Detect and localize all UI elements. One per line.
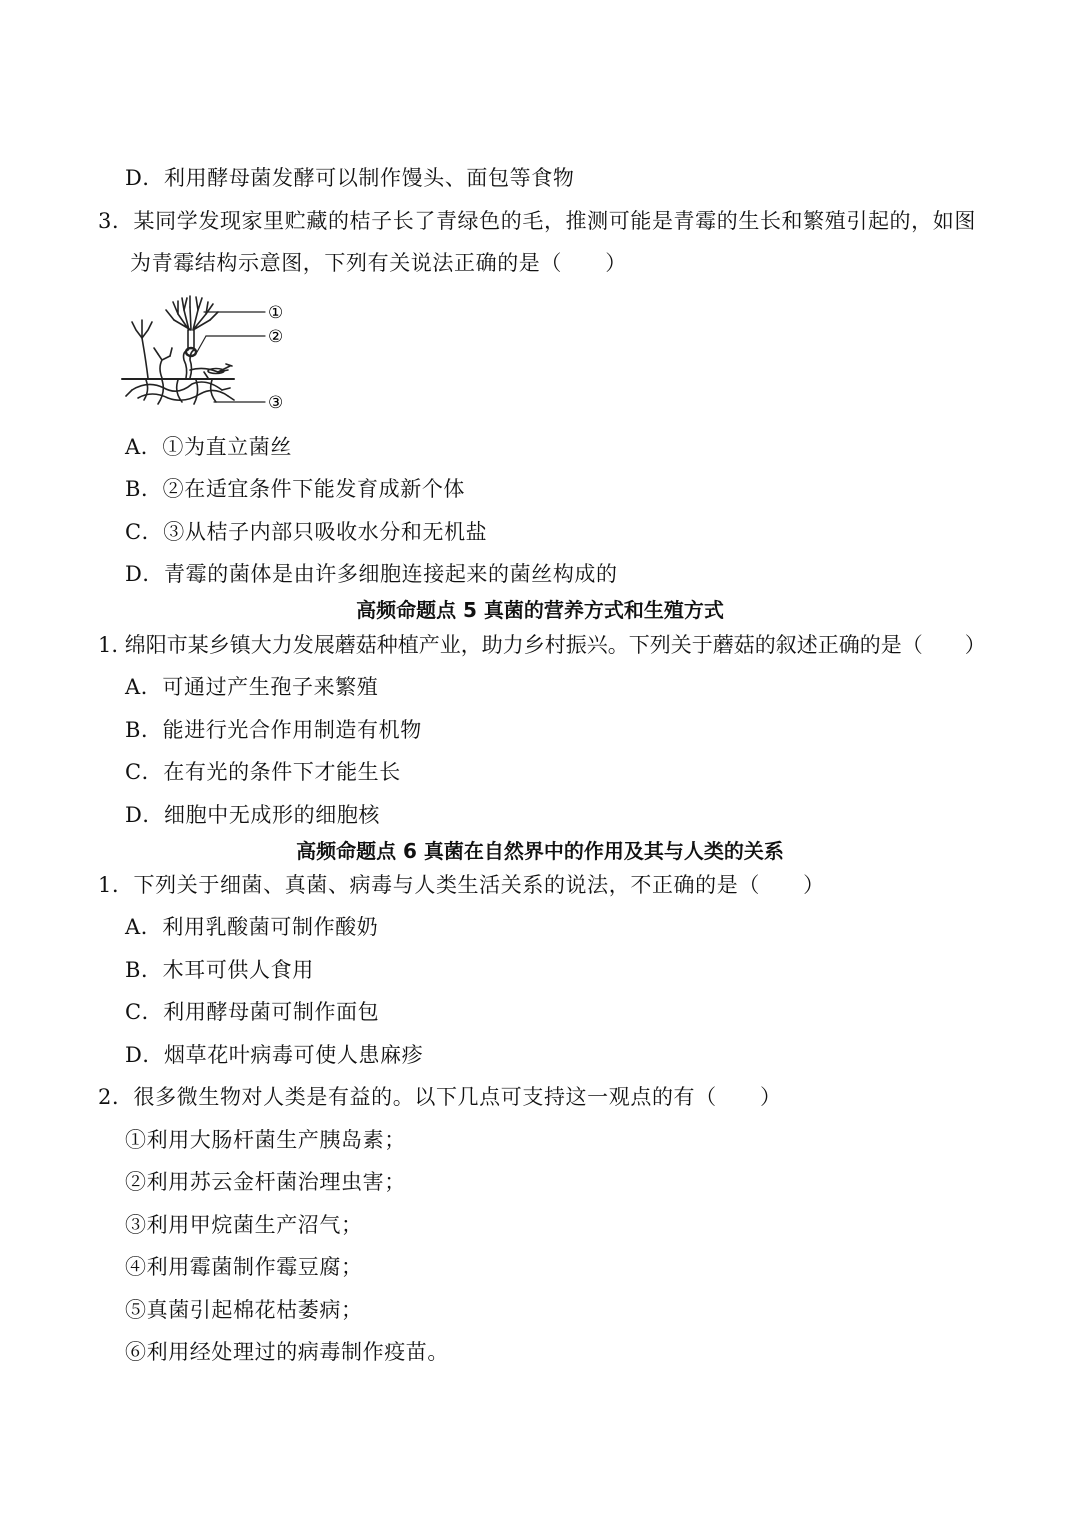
- section6-q1-option-c: C．利用酵母菌可制作面包: [125, 1000, 380, 1024]
- section6-q1-stem: 1．下列关于细菌、真菌、病毒与人类生活关系的说法，不正确的是（ ）: [98, 873, 825, 897]
- q3-option-d: D．青霉的菌体是由许多细胞连接起来的菌丝构成的: [125, 562, 618, 586]
- section6-q2-item-1: ①利用大肠杆菌生产胰岛素；: [125, 1128, 406, 1152]
- section6-q2-item-5: ⑤真菌引起棉花枯萎病；: [125, 1298, 363, 1322]
- section6-q2-item-6: ⑥利用经处理过的病毒制作疫苗。: [125, 1340, 449, 1364]
- q3-option-a: A．①为直立菌丝: [125, 435, 292, 459]
- section6-q2-item-2: ②利用苏云金杆菌治理虫害；: [125, 1170, 406, 1194]
- section5-option-d: D．细胞中无成形的细胞核: [125, 803, 381, 827]
- q3-stem-line1: 3．某同学发现家里贮藏的桔子长了青绿色的毛，推测可能是青霉的生长和繁殖引起的，如图: [98, 209, 976, 233]
- section5-q1-stem: 1. 绵阳市某乡镇大力发展蘑菇种植产业，助力乡村振兴。下列关于蘑菇的叙述正确的是（ ）: [98, 633, 986, 657]
- section6-q1-option-d: D．烟草花叶病毒可使人患麻疹: [125, 1043, 424, 1067]
- q3-option-c: C．③从桔子内部只吸收水分和无机盐: [125, 520, 488, 544]
- figure-label-2: ②: [268, 327, 284, 347]
- section5-option-c: C．在有光的条件下才能生长: [125, 760, 401, 784]
- section5-option-b: B．能进行光合作用制造有机物: [125, 718, 422, 742]
- section6-q1-option-b: B．木耳可供人食用: [125, 958, 314, 982]
- section5-title: 高频命题点 5 真菌的营养方式和生殖方式: [356, 598, 724, 622]
- section6-q2-stem: 2．很多微生物对人类是有益的。以下几点可支持这一观点的有（ ）: [98, 1085, 782, 1109]
- q3-stem-line2: 为青霉结构示意图，下列有关说法正确的是（ ）: [130, 251, 627, 275]
- penicillium-diagram: [118, 292, 298, 422]
- q3-option-b: B．②在适宜条件下能发育成新个体: [125, 477, 466, 501]
- section6-q1-option-a: A．利用乳酸菌可制作酸奶: [125, 915, 379, 939]
- figure-label-1: ①: [268, 303, 284, 323]
- section6-q2-item-4: ④利用霉菌制作霉豆腐；: [125, 1255, 363, 1279]
- figure-label-3: ③: [268, 393, 284, 413]
- section5-option-a: A．可通过产生孢子来繁殖: [125, 675, 379, 699]
- section6-title: 高频命题点 6 真菌在自然界中的作用及其与人类的关系: [296, 839, 784, 863]
- q2-prev-option-d: D．利用酵母菌发酵可以制作馒头、面包等食物: [125, 166, 575, 190]
- section6-q2-item-3: ③利用甲烷菌生产沼气；: [125, 1213, 363, 1237]
